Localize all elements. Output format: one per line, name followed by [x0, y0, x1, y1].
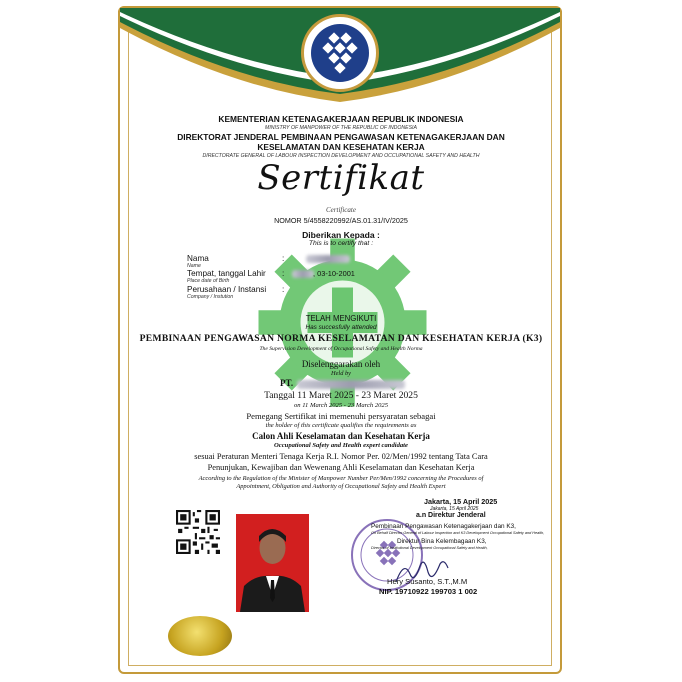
attended-label-en: Has succesfully attended: [305, 324, 377, 331]
ministry-name: KEMENTERIAN KETENAGAKERJAAN REPUBLIK INDONESIA: [218, 114, 464, 124]
held-by-label: Diselenggarakan oleh: [301, 359, 381, 369]
name-colon: :: [282, 254, 285, 263]
organizer-prefix: PT.: [280, 378, 294, 388]
directorate-line2: KESELAMATAN DAN KESEHATAN KERJA: [257, 142, 425, 152]
holder-text-en: the holder of this certificate qualifies the requirements as: [265, 422, 417, 429]
signature-place-date: Jakarta, 15 April 2025: [424, 497, 498, 506]
signature-line1-en: On Behalf Director General of Labour Inspection and K3 Development Occupational Safety and Health,: [371, 531, 545, 535]
attended-label: TELAH MENGIKUTI: [305, 314, 377, 323]
qr-code: [176, 510, 220, 554]
program-title-en: The Supervision Development of Occupational Safety and Health Norma: [259, 346, 423, 352]
regulation-en-line1: According to the Regulation of the Minister of Manpower Number Per/Men/1992 concerning the Procedures of: [198, 475, 484, 482]
signature-place-date-en: Jakarta, 15 April 2025: [430, 506, 479, 512]
holder-photo: [236, 514, 309, 612]
signature-line1: Pembinaan Pengawasan Ketenagakerjaan dan K3,: [371, 523, 516, 530]
company-colon: :: [282, 285, 285, 294]
birth-value: , 03-10-2001: [313, 269, 355, 278]
signature-line2-en: Director of Institutional Development Occupational Safety and Health,: [371, 546, 488, 550]
certificate-title-en: Certificate: [326, 206, 356, 214]
qualification-en: Occupational Safety and Health expert candidate: [274, 442, 408, 449]
certificate-title: Sertifikat: [257, 158, 425, 198]
name-label: Nama: [187, 254, 209, 263]
program-title: PEMBINAAN PENGAWASAN NORMA KESELAMATAN DAN KESEHATAN KERJA (K3): [139, 333, 543, 344]
signature-line2: Direktur Bina Kelembagaan K3,: [397, 538, 487, 545]
held-by-label-en: Held by: [330, 370, 352, 377]
birth-place-redacted: [292, 270, 314, 278]
regulation-line2: Penunjukan, Kewajiban dan Wewenang Ahli Keselamatan dan Kesehatan Kerja: [207, 463, 475, 472]
company-label: Perusahaan / Instansi: [187, 285, 267, 294]
organizer-name-redacted: [297, 380, 405, 389]
signer-nip: NIP. 19710922 199703 1 002: [379, 587, 478, 596]
date-range-en: on 11 March 2025 - 23 March 2025: [293, 402, 389, 409]
company-label-en: Company / Instution: [187, 294, 234, 300]
regulation-en-line2: Appointment, Obligation and Authority of Occupational Safety and Health Expert: [236, 483, 446, 490]
directorate-line1: DIREKTORAT JENDERAL PEMBINAAN PENGAWASAN KETENAGAKERJAAN DAN: [177, 132, 505, 142]
name-label-en: Name: [187, 263, 201, 269]
ministry-emblem: [301, 14, 379, 92]
certificate-number: NOMOR 5/4558220992/AS.01.31/IV/2025: [274, 216, 408, 225]
given-to-label: Diberikan Kepada :: [302, 230, 380, 240]
given-to-label-en: This is to certify that :: [308, 240, 374, 247]
qualification: Calon Ahli Keselamatan dan Kesehatan Kerja: [252, 431, 430, 441]
holder-text: Pemegang Sertifikat ini memenuhi persyaratan sebagai: [246, 411, 436, 421]
ministry-name-en: MINISTRY OF MANPOWER OF THE REPUBLIC OF INDONESIA: [265, 125, 417, 131]
regulation-line1: sesuai Peraturan Menteri Tenaga Kerja R.I. Nomor Per. 02/Men/1992 tentang Tata Cara: [194, 452, 488, 461]
birth-label: Tempat, tanggal Lahir: [187, 269, 266, 278]
birth-label-en: Place date of Birth: [187, 278, 230, 284]
birth-colon: :: [282, 269, 285, 278]
name-value-redacted: [306, 255, 350, 263]
hologram-seal: [168, 616, 232, 656]
date-range: Tanggal 11 Maret 2025 - 23 Maret 2025: [264, 390, 418, 401]
signer-name: Hery Susanto, S.T.,M.M: [387, 577, 468, 586]
signature-on-behalf: a.n Direktur Jenderal: [416, 512, 486, 519]
directorate-en: DIRECTORATE GENERAL OF LABOUR INSPECTION DEVELOPMENT AND OCCUPATIONAL SAFETY AND HEALTH: [202, 153, 480, 159]
